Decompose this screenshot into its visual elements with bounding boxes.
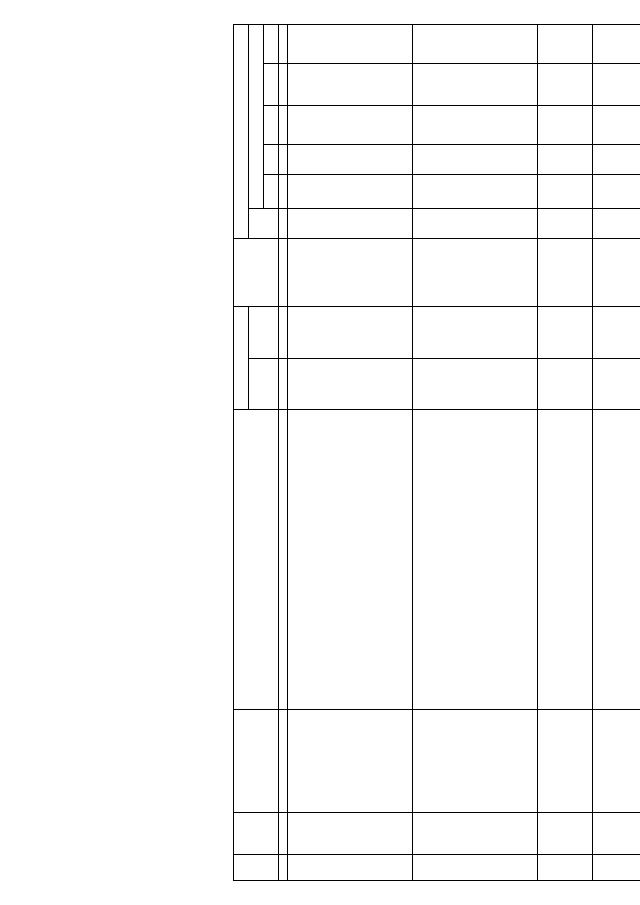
row-medium	[593, 106, 640, 145]
row-large	[593, 63, 640, 106]
table-row	[593, 25, 640, 881]
row-stops	[288, 410, 413, 710]
row-small	[538, 144, 593, 174]
column-number	[279, 63, 288, 106]
row-route-number	[593, 812, 640, 855]
row-seasonality	[413, 239, 538, 307]
row-small	[593, 144, 640, 174]
table-row	[288, 25, 413, 881]
header-class-medium	[264, 106, 279, 145]
row-route-name	[593, 709, 640, 812]
row-stops	[538, 410, 593, 710]
column-number	[279, 358, 288, 409]
row-length-forward	[413, 358, 538, 409]
header-num	[234, 855, 279, 881]
row-seasonality	[538, 239, 593, 307]
row-medium	[288, 106, 413, 145]
column-number	[279, 410, 288, 710]
header-route-name	[234, 709, 279, 812]
row-total	[288, 209, 413, 239]
row-route-name	[538, 709, 593, 812]
row-length-return	[413, 307, 538, 358]
row-medium	[413, 106, 538, 145]
column-number	[279, 209, 288, 239]
row-large	[288, 63, 413, 106]
row-large	[413, 63, 538, 106]
row-route-name	[413, 709, 538, 812]
row-extra-small	[538, 174, 593, 208]
row-extra-small	[593, 174, 640, 208]
table-header-row	[234, 25, 249, 881]
header-length-return	[249, 307, 279, 358]
routes-table	[233, 24, 640, 881]
row-route-number	[538, 812, 593, 855]
row-route-number	[288, 812, 413, 855]
row-route-name	[288, 709, 413, 812]
row-extra-large	[413, 25, 538, 64]
table-row	[538, 25, 593, 881]
row-total	[413, 209, 538, 239]
row-length-return	[593, 307, 640, 358]
row-total	[593, 209, 640, 239]
row-extra-large	[593, 25, 640, 64]
column-number	[279, 174, 288, 208]
row-num	[593, 855, 640, 881]
header-class-large	[264, 63, 279, 106]
row-route-number	[413, 812, 538, 855]
row-length-return	[288, 307, 413, 358]
column-number	[279, 709, 288, 812]
row-stops	[593, 410, 640, 710]
column-number	[279, 106, 288, 145]
column-number	[279, 812, 288, 855]
header-seasonality	[234, 239, 279, 307]
header-total	[249, 209, 279, 239]
row-length-forward	[538, 358, 593, 409]
row-num	[288, 855, 413, 881]
header-length-forward	[249, 358, 279, 409]
header-class-small	[264, 144, 279, 174]
row-total	[538, 209, 593, 239]
header-class-extra-large	[264, 25, 279, 64]
row-extra-large	[288, 25, 413, 64]
row-medium	[538, 106, 593, 145]
header-stops	[234, 410, 279, 710]
column-number	[279, 25, 288, 64]
column-number	[279, 144, 288, 174]
row-length-forward	[288, 358, 413, 409]
column-number-row	[279, 25, 288, 881]
header-by-class	[249, 25, 264, 209]
row-length-return	[538, 307, 593, 358]
header-length	[234, 307, 249, 410]
row-seasonality	[593, 239, 640, 307]
column-number	[279, 855, 288, 881]
column-number	[279, 307, 288, 358]
row-small	[413, 144, 538, 174]
header-max-buses	[234, 25, 249, 239]
row-large	[538, 63, 593, 106]
header-class-extra-small	[264, 174, 279, 208]
row-extra-large	[538, 25, 593, 64]
row-extra-small	[413, 174, 538, 208]
row-extra-small	[288, 174, 413, 208]
row-seasonality	[288, 239, 413, 307]
column-number	[279, 239, 288, 307]
table-row	[413, 25, 538, 881]
row-length-forward	[593, 358, 640, 409]
row-num	[538, 855, 593, 881]
row-small	[288, 144, 413, 174]
row-num	[413, 855, 538, 881]
row-stops	[413, 410, 538, 710]
header-route-number	[234, 812, 279, 855]
